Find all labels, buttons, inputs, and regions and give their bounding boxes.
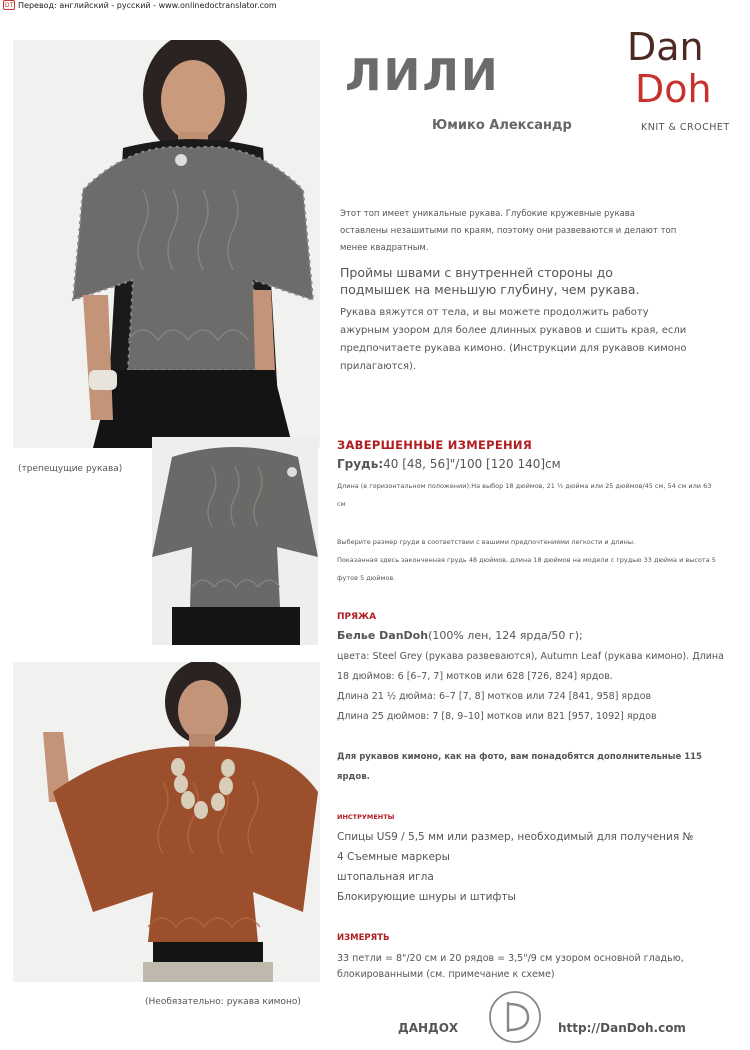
yarn-line-4: Длина 25 дюймов: 7 [8, 9–10] мотков или 821 [957, 1092] ярдов: [337, 711, 657, 722]
caption-flutter: (трепещущие рукава): [18, 464, 123, 474]
svg-text:Doh: Doh: [635, 67, 712, 111]
caption-kimono: (Необязательно: рукава кимоно): [145, 997, 301, 1007]
photo-flutter-sleeves: [13, 40, 320, 448]
photo-flutter-closeup: [152, 437, 318, 645]
intro-paragraph-3: Рукава вяжутся от тела, и вы можете продолжить работу ажурным узором для более длинных рукавов и сшить края, если предпочитаете рукава кимоно. (Инструкции для рукавов кимоно прилагаются).: [340, 307, 687, 372]
footer-d-icon: [488, 990, 542, 1044]
yarn-name: Белье DanDoh: [337, 629, 429, 642]
yarn-name-line: [337, 629, 583, 642]
yarn-line-3: Длина 21 ½ дюйма: 6–7 [7, 8] мотков или 724 [841, 958] ярдов: [337, 691, 652, 702]
author-name: Юмико Александр: [432, 118, 572, 133]
photo-kimono-sleeves: [13, 662, 320, 982]
chest-line: [337, 457, 561, 471]
chest-value: 40 [48, 56]"/100 [120 140]см: [383, 457, 561, 471]
yarn-spec: (100% лен, 124 ярда/50 г);: [428, 629, 583, 642]
tools-item: Блокирующие шнуры и штифты: [337, 891, 516, 903]
tools-heading: ИНСТРУМЕНТЫ: [337, 813, 395, 821]
footer-brand: ДАНДОХ: [398, 1021, 459, 1035]
translator-bar: DT Перевод: английский - русский - www.onlinedoctranslator.com: [4, 1, 277, 10]
svg-text:Dan: Dan: [627, 25, 704, 69]
gauge-heading: ИЗМЕРЯТЬ: [337, 933, 390, 943]
gauge-line-1: 33 петли = 8"/20 см и 20 рядов = 3,5"/9 см узором основной гладью,: [337, 953, 684, 964]
dandoh-logo: [625, 22, 740, 137]
yarn-kimono-line-1: Для рукавов кимоно, как на фото, вам понадобятся дополнительные 115: [337, 752, 702, 762]
tools-item: штопальная игла: [337, 871, 434, 883]
yarn-line-2: 18 дюймов: 6 [6–7, 7] мотков или 628 [726, 824] ярдов.: [337, 671, 613, 682]
yarn-line-1: цвета: Steel Grey (рукава развеваются), Autumn Leaf (рукава кимоно). Длина: [337, 651, 724, 662]
shown-note: Показанная здесь законченная грудь 48 дюймов, длина 18 дюймов на модели с грудью 33 дюйма и высота 5 футов 5 дюймов.: [337, 556, 716, 582]
yarn-heading: ПРЯЖА: [337, 612, 377, 622]
translator-icon: DT: [4, 2, 14, 9]
tools-item: 4 Съемные маркеры: [337, 851, 450, 863]
yarn-kimono-line-2: ярдов.: [337, 772, 370, 782]
measurements-heading: ЗАВЕРШЕННЫЕ ИЗМЕРЕНИЯ: [337, 438, 532, 452]
tools-item: Спицы US9 / 5,5 мм или размер, необходимый для получения №: [337, 831, 694, 843]
pattern-title: ЛИЛИ: [345, 50, 500, 101]
svg-text:KNIT & CROCHET: KNIT & CROCHET: [641, 122, 730, 133]
intro-paragraph-2: Проймы швами с внутренней стороны до подмышек на меньшую глубину, чем рукава.: [340, 265, 640, 297]
intro-paragraph-1: Этот топ имеет уникальные рукава. Глубокие кружевные рукава оставлены незашитыми по краям, поэтому они развеваются и делают топ менее квадратным.: [340, 209, 677, 253]
chest-label: Грудь:: [337, 457, 384, 471]
gauge-line-2: блокированными (см. примечание к схеме): [337, 969, 555, 980]
choose-note: Выберите размер груди в соответствии с вашими предпочтениями легкости и длины.: [337, 538, 636, 546]
footer-url[interactable]: http://DanDoh.com: [558, 1021, 686, 1035]
length-note: Длина (в горизонтальном положении):На выбор 18 дюймов, 21 ½ дюйма или 25 дюймов/45 см, 54 см или 63 см: [337, 482, 712, 508]
